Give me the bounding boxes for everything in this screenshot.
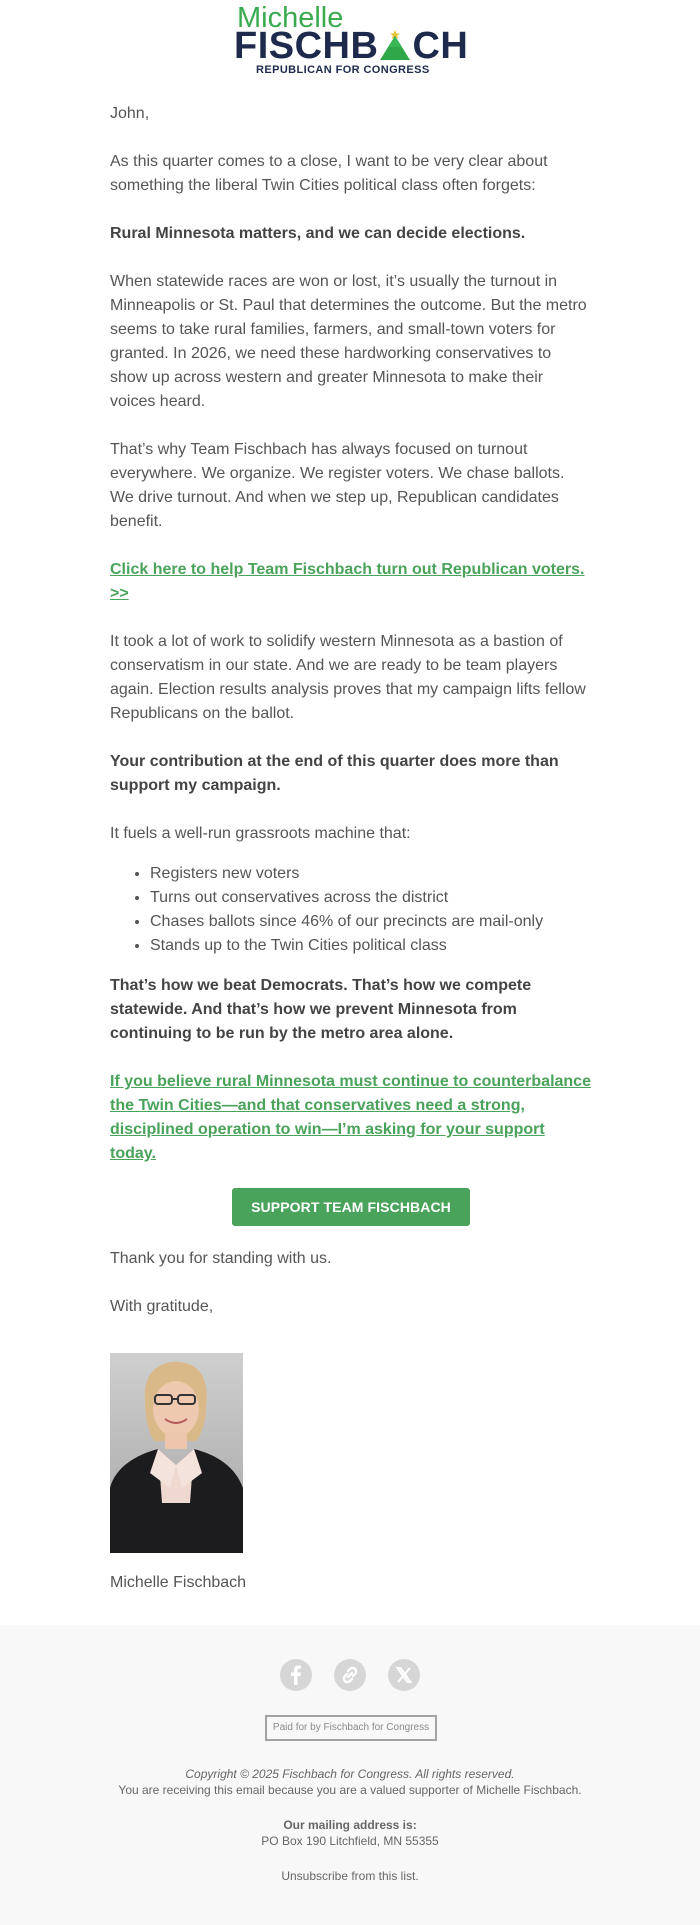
logo-last-name-part-a: FISCHB xyxy=(234,25,379,67)
list-item: • Chases ballots since 46% of our precincts are mail-only xyxy=(150,910,592,934)
paragraph-beat-democrats: That’s how we beat Democrats. That’s how we compete statewide. And that’s how we prevent Minnesota from continuing to be run by the metro area alone. xyxy=(110,977,532,1042)
paragraph-statewide: When statewide races are won or lost, it’s usually the turnout in Minneapolis or St. Paul that determines the outcome. But the metro seems to take rural families, farmers, and small-town voters for granted. In 2026, we need these hardworking conservatives to show up across western and greater Minnesota to make their voices heard. xyxy=(110,273,587,410)
list-item: • Registers new voters xyxy=(150,862,592,886)
campaign-logo xyxy=(234,2,469,78)
paid-for-disclaimer: Paid for by Fischbach for Congress xyxy=(265,1715,437,1741)
closing-line: With gratitude, xyxy=(110,1298,214,1315)
mailing-address: PO Box 190 Litchfield, MN 55355 xyxy=(261,1834,439,1848)
facebook-icon[interactable] xyxy=(280,1659,312,1691)
paragraph-turnout: That’s why Team Fischbach has always focused on turnout everywhere. We organize. We register voters. We chase ballots. We drive turnout. And when we step up, Republican candidates benefit. xyxy=(110,441,565,530)
support-team-fischbach-button[interactable]: SUPPORT TEAM FISCHBACH xyxy=(232,1188,470,1226)
christmas-tree-icon xyxy=(377,27,413,61)
logo-last-name xyxy=(234,26,468,66)
receiving-notice: You are receiving this email because you are a valued supporter of Michelle Fischbach. xyxy=(118,1783,582,1797)
paragraph-rural-matters: Rural Minnesota matters, and we can decide elections. xyxy=(110,225,526,242)
candidate-photo xyxy=(110,1353,243,1553)
email-header xyxy=(0,0,700,90)
unsubscribe-link[interactable]: Unsubscribe from this list. xyxy=(281,1869,419,1883)
x-icon[interactable] xyxy=(388,1659,420,1691)
link-icon[interactable] xyxy=(334,1659,366,1691)
list-item: • Stands up to the Twin Cities political class xyxy=(150,934,592,958)
logo-tagline: REPUBLICAN FOR CONGRESS xyxy=(256,64,430,76)
paragraph-contribution: Your contribution at the end of this quarter does more than support my campaign. xyxy=(110,753,559,794)
signature-name: Michelle Fischbach xyxy=(110,1574,247,1591)
email-footer xyxy=(0,1625,700,1925)
logo-last-name-part-b: CH xyxy=(412,25,469,67)
copyright-notice: Copyright © 2025 Fischbach for Congress. All rights reserved. xyxy=(185,1767,515,1781)
paragraph-fuels: It fuels a well-run grassroots machine that: xyxy=(110,825,411,842)
mailing-address-label: Our mailing address is: xyxy=(283,1818,417,1832)
donate-link-turnout[interactable]: Click here to help Team Fischbach turn out Republican voters. >> xyxy=(110,561,585,602)
portrait-image xyxy=(110,1353,243,1553)
list-item: • Turns out conservatives across the district xyxy=(150,886,592,910)
thank-you-line: Thank you for standing with us. xyxy=(110,1250,332,1267)
donate-link-support[interactable]: If you believe rural Minnesota must continue to counterbalance the Twin Cities—and that conservatives need a strong, disciplined operation to win—I’m asking for your support today. xyxy=(110,1073,591,1162)
greeting: John, xyxy=(110,105,150,122)
logo-first-name: Michelle xyxy=(237,2,344,34)
paragraph-intro: As this quarter comes to a close, I want to be very clear about something the liberal Twin Cities political class often forgets: xyxy=(110,153,548,194)
social-links xyxy=(0,1659,700,1691)
paragraph-western-mn: It took a lot of work to solidify western Minnesota as a bastion of conservatism in our state. And we are ready to be team players again. Election results analysis proves that my campaign lifts fellow Republicans on the ballot. xyxy=(110,633,586,722)
email-body xyxy=(110,102,592,1595)
bullet-list xyxy=(110,862,592,958)
